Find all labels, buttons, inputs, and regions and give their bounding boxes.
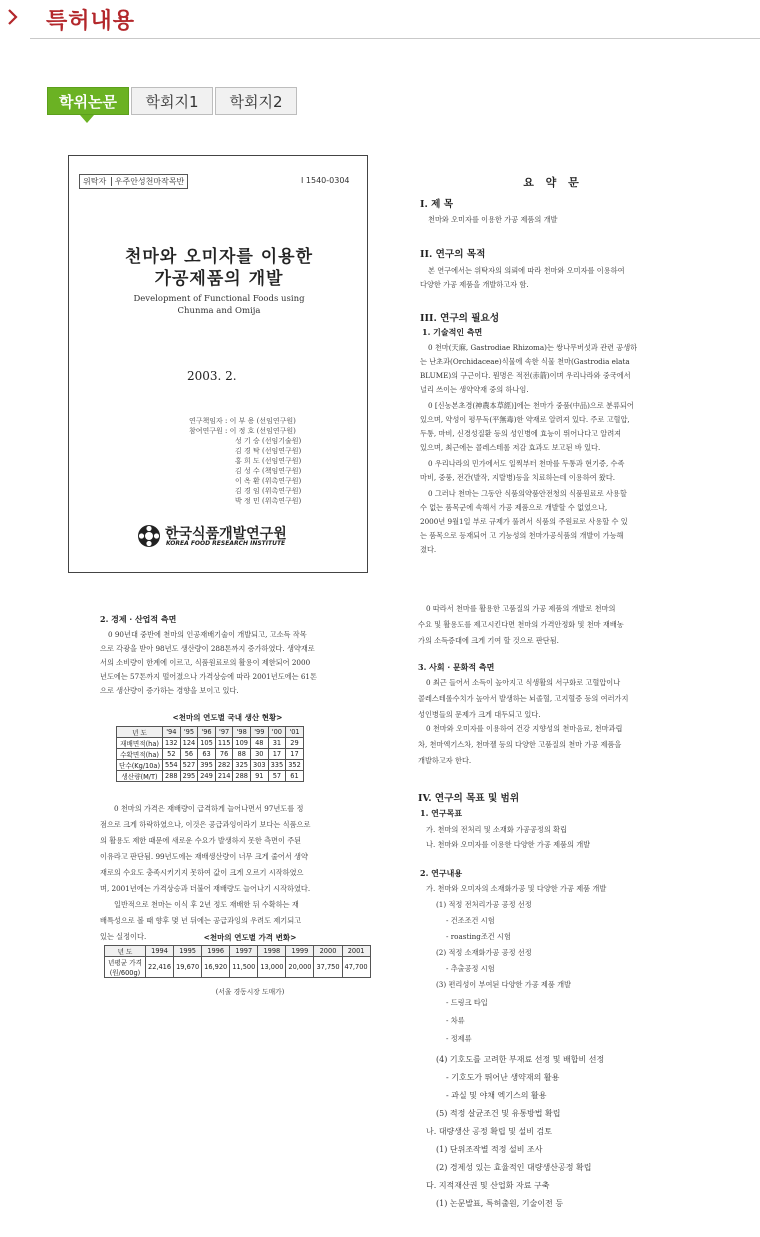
table2-source: (서울 경동시장 도매가) [215,988,285,996]
table-cell: 17 [268,749,286,760]
summary-text: 천마와 오미자를 이용한 가공 제품의 개발 [428,215,558,224]
goals-page [418,600,738,1200]
table-header-cell: '95 [180,727,198,738]
goals-text: - 추출공정 시험 [446,964,495,973]
economic-text: 으로 생산량이 증가하는 경향을 보이고 있다. [100,686,239,695]
institute-name-en: KOREA FOOD RESEARCH INSTITUTE [166,540,286,547]
table-cell: 19,670 [174,957,202,978]
summary-text: 수 없는 품목군에 속해서 가공 제품으로 개발할 수 없었으나, [420,503,608,512]
table-header-cell: '01 [286,727,304,738]
economic-text: 0 90년대 중반에 천마의 인공재배기술이 개발되고, 고소득 작목 [108,630,307,639]
goals-text: (2) 경제성 있는 효율적인 대량생산공정 확립 [436,1163,592,1172]
table-cell: 288 [233,771,251,782]
goals-text: - 드링크 타입 [446,998,488,1007]
table-row [105,957,371,978]
goals-text: 수요 및 활용도를 제고시킨다면 천마의 가격안정화 및 천마 재배농 [418,620,624,629]
table-header-cell: 년 도 [105,946,146,957]
table-cell: 352 [286,760,304,771]
summary-page [418,160,718,580]
goals-text: 개발하고자 한다. [418,756,472,765]
cover-date: 2003. 2. [187,369,237,383]
table-cell: 47,700 [342,957,370,978]
table-cell: 325 [233,760,251,771]
chevron-right-icon [6,6,28,32]
summary-text: 0 천마(天麻, Gastrodiae Rhizoma)는 쌍나무버섯과 관련 공생하 [428,343,638,352]
goals-section-title: IV. 연구의 목표 및 범위 [418,793,520,804]
table-header-cell: '94 [163,727,181,738]
table-header-cell: '99 [251,727,269,738]
table-cell: 재배면적(ha) [117,738,163,749]
summary-title: 요 약 문 [523,176,583,189]
goals-text: 차, 천마엑기스차, 천마젤 등의 다양한 고품질의 천마 가공 제품을 [418,740,622,749]
goals-text: - roasting조건 시험 [446,932,511,941]
goals-text: 나. 천마와 오미자를 이용한 다양한 가공 제품의 개발 [426,840,591,849]
table-row [117,738,304,749]
table-cell: 48 [251,738,269,749]
goals-text: (4) 기호도를 고려한 부재료 선정 및 배합비 선정 [436,1055,605,1064]
table-header-cell: 1999 [286,946,314,957]
report-cover [68,155,368,573]
summary-text: BLUME)의 구근이다. 뭔명은 적전(赤箭)이며 우리나라와 중국에서 [420,371,631,380]
goals-text: 나. 대량생산 공정 확립 및 설비 검토 [426,1127,552,1136]
page-title: 특허내용 [46,8,136,34]
table1-title: <천마의 연도별 국내 생산 현황> [172,713,283,722]
summary-section-title: II. 연구의 목적 [420,249,486,260]
goals-text: 0 최근 들어서 소득이 높아지고 식생활의 서구화로 고혈압이나 [426,678,621,687]
researcher-line: 김 경 탁 (선임연구원) [235,447,302,455]
table-header-cell: 년 도 [117,727,163,738]
goals-text: 0 따라서 천마를 활용한 고품질의 가공 제품의 개발로 천마의 [426,604,616,613]
goals-text: (1) 적정 전처리가공 공정 선정 [436,900,532,909]
table-cell: 109 [233,738,251,749]
goals-text: - 정제류 [446,1034,472,1043]
table-cell: 88 [233,749,251,760]
tab-thesis[interactable]: 학위논문 [47,87,129,115]
economic-text: 배특성으로 볼 때 향후 몇 년 뒤에는 공급과잉의 우려도 제기되고 [100,916,302,925]
summary-text: 졌다. [420,545,437,554]
researcher-line: 박 정 민 (위촉연구원) [235,497,302,505]
summary-text: 마비, 중풍, 전간(발작, 지랄병)등을 치료하는데 이용하여 왔다. [420,473,616,482]
client-badge [79,174,188,189]
table-cell: 63 [198,749,216,760]
table-cell: 395 [198,760,216,771]
table-cell: 30 [251,749,269,760]
goals-text: 가의 소득증대에 크게 기여 할 것으로 판단됨. [418,636,559,645]
summary-text: 2000년 9월1일 부로 규제가 풀려서 식품의 주원료로 사용할 수 있 [420,517,628,526]
table-cell: 76 [215,749,233,760]
goals-text: (3) 편리성이 부여된 다양한 가공 제품 개발 [436,980,571,989]
summary-text: 는 난초과(Orchidaceae)식물에 속한 식물 천마(Gastrodia elata [420,357,630,366]
table-cell: 282 [215,760,233,771]
summary-text: 0 그러나 천마는 그동안 식품의약품안전청의 식품원료로 사용할 [428,489,627,498]
table-cell: 57 [268,771,286,782]
goals-subsection: 2. 연구내용 [420,868,463,878]
active-tab-indicator [80,115,94,123]
table-cell: 335 [268,760,286,771]
table-cell: 295 [180,771,198,782]
table-cell: 년평균 가격 (원/600g) [105,957,146,978]
goals-subsection: 1. 연구목표 [420,808,463,818]
table-header-cell: 1994 [146,946,174,957]
researcher-line: 참여연구원 : 이 정 호 (선임연구원) [189,427,296,435]
goals-text: 성인병들의 문제가 크게 대두되고 있다. [418,710,541,719]
table-cell: 단수(Kg/10a) [117,760,163,771]
table-header-cell: 1995 [174,946,202,957]
table-cell: 56 [180,749,198,760]
economic-text: 며, 2001년에는 가격상승과 더불어 재배량도 늘어나기 시작하였다. [100,884,311,893]
summary-text: 있으며, 약성이 평무독(平無毒)한 약재로 알려져 있다. 주로 고혈압, [420,415,630,424]
summary-text: 두통, 마비, 신경성질환 등의 성인병에 효능이 뛰어나다고 알려져 [420,429,622,438]
table-cell: 22,416 [146,957,174,978]
tab-journal-2[interactable]: 학회지2 [215,87,297,115]
table-header-cell: 2001 [342,946,370,957]
economic-text: 재로의 수요도 충족시키기지 못하여 값이 크게 오르기 시작하였으 [100,868,304,877]
table-cell: 11,500 [230,957,258,978]
table-cell: 303 [251,760,269,771]
table-cell: 105 [198,738,216,749]
table-cell: 수확면적(ha) [117,749,163,760]
table-row [117,771,304,782]
production-table [116,726,304,782]
badge-value: 우주안성천마작목반 [111,177,185,186]
economic-text: 있는 실정이다. [100,932,147,941]
table-cell: 124 [180,738,198,749]
table-cell: 29 [286,738,304,749]
table-header-cell: 2000 [314,946,342,957]
table-cell: 17 [286,749,304,760]
economic-text: 년도에는 57톤까지 떨어졌으나 가격상승에 따라 2001년도에는 61톤 [100,672,317,681]
table-cell: 20,000 [286,957,314,978]
table-header-cell: 1998 [258,946,286,957]
goals-text: (1) 단위조작별 적정 설비 조사 [436,1145,543,1154]
goals-text: 0 천마와 오미자를 이용하여 건강 지향성의 천마음료, 천마과립 [426,724,623,733]
table2-title: <천마의 연도별 가격 변화> [203,933,297,942]
goals-text: (2) 적정 소재화가공 공정 선정 [436,948,532,957]
goals-text: 다. 지적재산권 및 산업화 자료 구축 [426,1181,550,1190]
table-cell: 37,750 [314,957,342,978]
table-row [117,760,304,771]
summary-text: 는 품목으로 등재되어 고 기능성의 천마가공식품의 개발이 가능해 [420,531,624,540]
economic-text: 이유라고 판단됨. 99년도에는 재배생산량이 너무 크게 줄어서 생약 [100,852,308,861]
researcher-line: 홍 희 도 (선임연구원) [235,457,302,465]
summary-text: 다양한 가공 제품을 개발하고자 함. [420,280,529,289]
table-header-cell: '00 [268,727,286,738]
table-header-cell: '96 [198,727,216,738]
table-header-cell: '98 [233,727,251,738]
goals-text: - 기호도가 뛰어난 생약재의 활용 [446,1073,560,1082]
cover-title-line1: 천마와 오미자를 이용한 [124,247,314,267]
economic-text: 일반적으로 천마는 이식 후 2년 정도 재배한 뒤 수확하는 재 [114,900,299,909]
economic-text: 점으로 크게 하락하였으나, 이것은 공급과잉이라기 보다는 식품으로 [100,820,311,829]
table-header-row [117,727,304,738]
table-cell: 31 [268,738,286,749]
table-header-cell: '97 [215,727,233,738]
header-divider [30,38,760,39]
table-cell: 288 [163,771,181,782]
summary-text: 0 [신농본초경(神農本草經)]에는 천마가 중품(中品)으로 분류되어 [428,401,634,410]
report-code: I 1540-0304 [301,176,350,185]
summary-text: 있으며, 최근에는 콜레스테롤 저감 효과도 보고된 바 있다. [420,443,601,452]
economic-title: 2. 경제 · 산업적 측면 [100,614,177,624]
researcher-line: 김 경 임 (위촉연구원) [235,487,302,495]
goals-text: 콜레스테롤수치가 높아서 발생하는 뇌졸혈, 고지혈증 등의 여러가지 [418,694,629,703]
summary-subsection: 1. 기술적인 측면 [422,327,483,337]
researcher-line: 연구책임자 : 이 부 용 (선임연구원) [189,417,296,425]
badge-label: 위탁자 [83,177,107,186]
researcher-line: 이 옥 환 (위촉연구원) [235,477,302,485]
table-header-row [105,946,371,957]
summary-text: 0 우리나라의 민가에서도 일찍부터 천마를 두통과 현기증, 수족 [428,459,625,468]
institute-name-kr: 한국식품개발연구원 [165,526,287,542]
economic-text: 0 천마의 가격은 재배량이 급격하게 늘어나면서 97년도를 정 [114,804,304,813]
goals-text: 가. 천마와 오미자의 소재화가공 및 다양한 가공 제품 개발 [426,884,607,893]
table-row [117,749,304,760]
institute-logo-icon [137,524,161,552]
summary-text: 널리 쓰이는 생약약재 중의 하나임. [420,385,529,394]
table-header-cell: 1996 [202,946,230,957]
table-cell: 16,920 [202,957,230,978]
cover-english-line1: Development of Functional Foods using [133,294,305,304]
goals-text: - 차류 [446,1016,465,1025]
price-table [104,945,371,978]
table-cell: 554 [163,760,181,771]
summary-text: 본 연구에서는 위탁자의 의뢰에 따라 천마와 오미자를 이용하여 [428,266,625,275]
researcher-line: 김 성 수 (책임연구원) [235,467,302,475]
goals-text: (1) 논문발표, 특허출원, 기술이전 등 [436,1199,564,1208]
economic-text: 의 활용도 제한 때문에 새로운 수요가 발생하지 못한 측면이 주된 [100,836,302,845]
table-cell: 214 [215,771,233,782]
table-cell: 115 [215,738,233,749]
goals-text: - 과실 및 야채 엑기스의 활용 [446,1091,547,1100]
economic-text: 서의 소비량이 한계에 이르고, 식품원료로의 활용이 제한되어 2000 [100,658,311,667]
goals-text: - 건조조건 시험 [446,916,495,925]
table-cell: 생산량(M/T) [117,771,163,782]
table-cell: 52 [163,749,181,760]
table-cell: 527 [180,760,198,771]
goals-text: 가. 천마의 전처리 및 소재화 가공공정의 확립 [426,825,567,834]
social-title: 3. 사회 · 문화적 측면 [418,662,495,672]
summary-section-title: III. 연구의 필요성 [420,313,500,324]
economic-text: 으로 각광을 받아 98년도 생산량이 288톤까지 증가하였다. 생약재로 [100,644,315,653]
goals-text: (5) 적정 살균조건 및 유통방법 확립 [436,1109,561,1118]
table-cell: 91 [251,771,269,782]
summary-section-title: I. 제 목 [420,199,454,210]
cover-english-line2: Chunma and Omija [177,306,261,316]
table-cell: 132 [163,738,181,749]
researcher-list [189,416,301,506]
table-header-cell: 1997 [230,946,258,957]
economic-page [100,608,400,948]
researcher-line: 성 기 승 (선임기술원) [235,437,302,445]
tab-journal-1[interactable]: 학회지1 [131,87,213,115]
table-cell: 249 [198,771,216,782]
table-cell: 61 [286,771,304,782]
table-cell: 13,000 [258,957,286,978]
cover-title-line2: 가공제품의 개발 [154,269,284,289]
